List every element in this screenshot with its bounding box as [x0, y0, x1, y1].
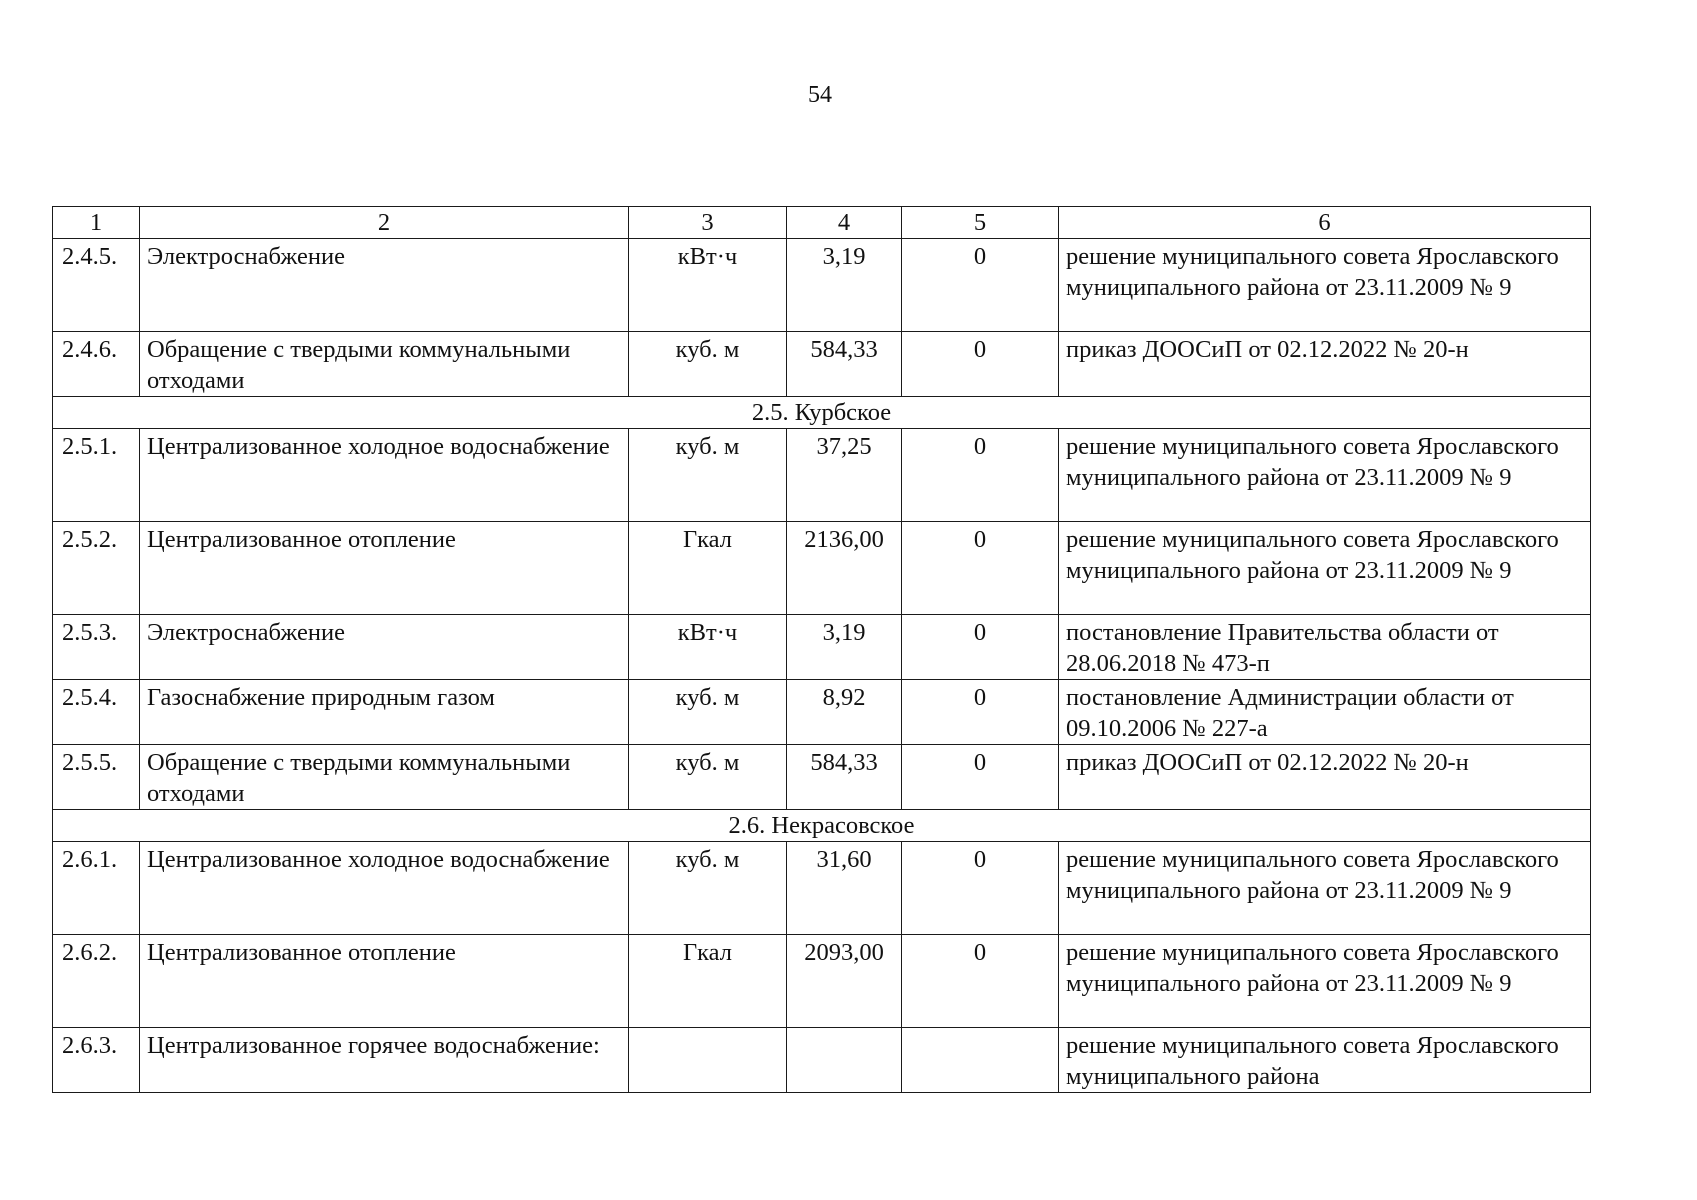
norm-value — [787, 1028, 902, 1093]
section-title: 2.6. Некрасовское — [53, 810, 1591, 842]
column-5-value: 0 — [902, 680, 1059, 745]
legal-basis: решение муниципального совета Ярославского муниципального района от 23.11.2009 № 9 — [1059, 239, 1591, 332]
row-number: 2.4.5. — [53, 239, 140, 332]
unit: кВт·ч — [629, 615, 787, 680]
service-name: Централизованное горячее водоснабжение: — [140, 1028, 629, 1093]
legal-basis: решение муниципального совета Ярославского муниципального района от 23.11.2009 № 9 — [1059, 842, 1591, 935]
norm-value: 8,92 — [787, 680, 902, 745]
row-number: 2.6.1. — [53, 842, 140, 935]
legal-basis: решение муниципального совета Ярославского муниципального района от 23.11.2009 № 9 — [1059, 935, 1591, 1028]
table-row — [53, 429, 1591, 522]
legal-basis: приказ ДООСиП от 02.12.2022 № 20-н — [1059, 745, 1591, 810]
table-row — [53, 522, 1591, 615]
column-5-value: 0 — [902, 842, 1059, 935]
legal-basis: решение муниципального совета Ярославского муниципального района от 23.11.2009 № 9 — [1059, 429, 1591, 522]
column-5-value: 0 — [902, 522, 1059, 615]
table-row — [53, 842, 1591, 935]
table-row — [53, 1028, 1591, 1093]
row-number: 2.6.2. — [53, 935, 140, 1028]
column-5-value: 0 — [902, 332, 1059, 397]
service-name: Обращение с твердыми коммунальными отходами — [140, 332, 629, 397]
row-number: 2.5.4. — [53, 680, 140, 745]
norm-value: 2136,00 — [787, 522, 902, 615]
column-5-value: 0 — [902, 239, 1059, 332]
column-header-2: 2 — [140, 207, 629, 239]
table-row — [53, 680, 1591, 745]
column-header-3: 3 — [629, 207, 787, 239]
legal-basis: решение муниципального совета Ярославского муниципального района — [1059, 1028, 1591, 1093]
legal-basis: постановление Правительства области от 28.06.2018 № 473-п — [1059, 615, 1591, 680]
row-number: 2.4.6. — [53, 332, 140, 397]
unit: куб. м — [629, 429, 787, 522]
service-name: Централизованное холодное водоснабжение — [140, 842, 629, 935]
unit: Гкал — [629, 935, 787, 1028]
norm-value: 3,19 — [787, 615, 902, 680]
column-5-value: 0 — [902, 745, 1059, 810]
row-number: 2.5.3. — [53, 615, 140, 680]
column-header-5: 5 — [902, 207, 1059, 239]
row-number: 2.5.1. — [53, 429, 140, 522]
column-header-6: 6 — [1059, 207, 1591, 239]
legal-basis: постановление Администрации области от 09.10.2006 № 227-а — [1059, 680, 1591, 745]
section-header-row — [53, 810, 1591, 842]
tariff-table — [52, 206, 1591, 1093]
norm-value: 31,60 — [787, 842, 902, 935]
unit: Гкал — [629, 522, 787, 615]
unit: куб. м — [629, 680, 787, 745]
table-row — [53, 745, 1591, 810]
unit: куб. м — [629, 842, 787, 935]
table-row — [53, 332, 1591, 397]
column-5-value: 0 — [902, 935, 1059, 1028]
column-header-4: 4 — [787, 207, 902, 239]
row-number: 2.5.2. — [53, 522, 140, 615]
service-name: Централизованное холодное водоснабжение — [140, 429, 629, 522]
unit — [629, 1028, 787, 1093]
table-row — [53, 615, 1591, 680]
norm-value: 2093,00 — [787, 935, 902, 1028]
unit: кВт·ч — [629, 239, 787, 332]
service-name: Электроснабжение — [140, 239, 629, 332]
service-name: Газоснабжение природным газом — [140, 680, 629, 745]
column-number-row — [53, 207, 1591, 239]
table-row — [53, 935, 1591, 1028]
page-number: 54 — [808, 82, 832, 108]
service-name: Централизованное отопление — [140, 935, 629, 1028]
unit: куб. м — [629, 332, 787, 397]
norm-value: 584,33 — [787, 745, 902, 810]
legal-basis: решение муниципального совета Ярославского муниципального района от 23.11.2009 № 9 — [1059, 522, 1591, 615]
service-name: Обращение с твердыми коммунальными отходами — [140, 745, 629, 810]
column-5-value — [902, 1028, 1059, 1093]
section-header-row — [53, 397, 1591, 429]
service-name: Централизованное отопление — [140, 522, 629, 615]
service-name: Электроснабжение — [140, 615, 629, 680]
legal-basis: приказ ДООСиП от 02.12.2022 № 20-н — [1059, 332, 1591, 397]
column-5-value: 0 — [902, 615, 1059, 680]
column-header-1: 1 — [53, 207, 140, 239]
column-5-value: 0 — [902, 429, 1059, 522]
table-row — [53, 239, 1591, 332]
row-number: 2.5.5. — [53, 745, 140, 810]
row-number: 2.6.3. — [53, 1028, 140, 1093]
section-title: 2.5. Курбское — [53, 397, 1591, 429]
norm-value: 37,25 — [787, 429, 902, 522]
unit: куб. м — [629, 745, 787, 810]
norm-value: 584,33 — [787, 332, 902, 397]
norm-value: 3,19 — [787, 239, 902, 332]
